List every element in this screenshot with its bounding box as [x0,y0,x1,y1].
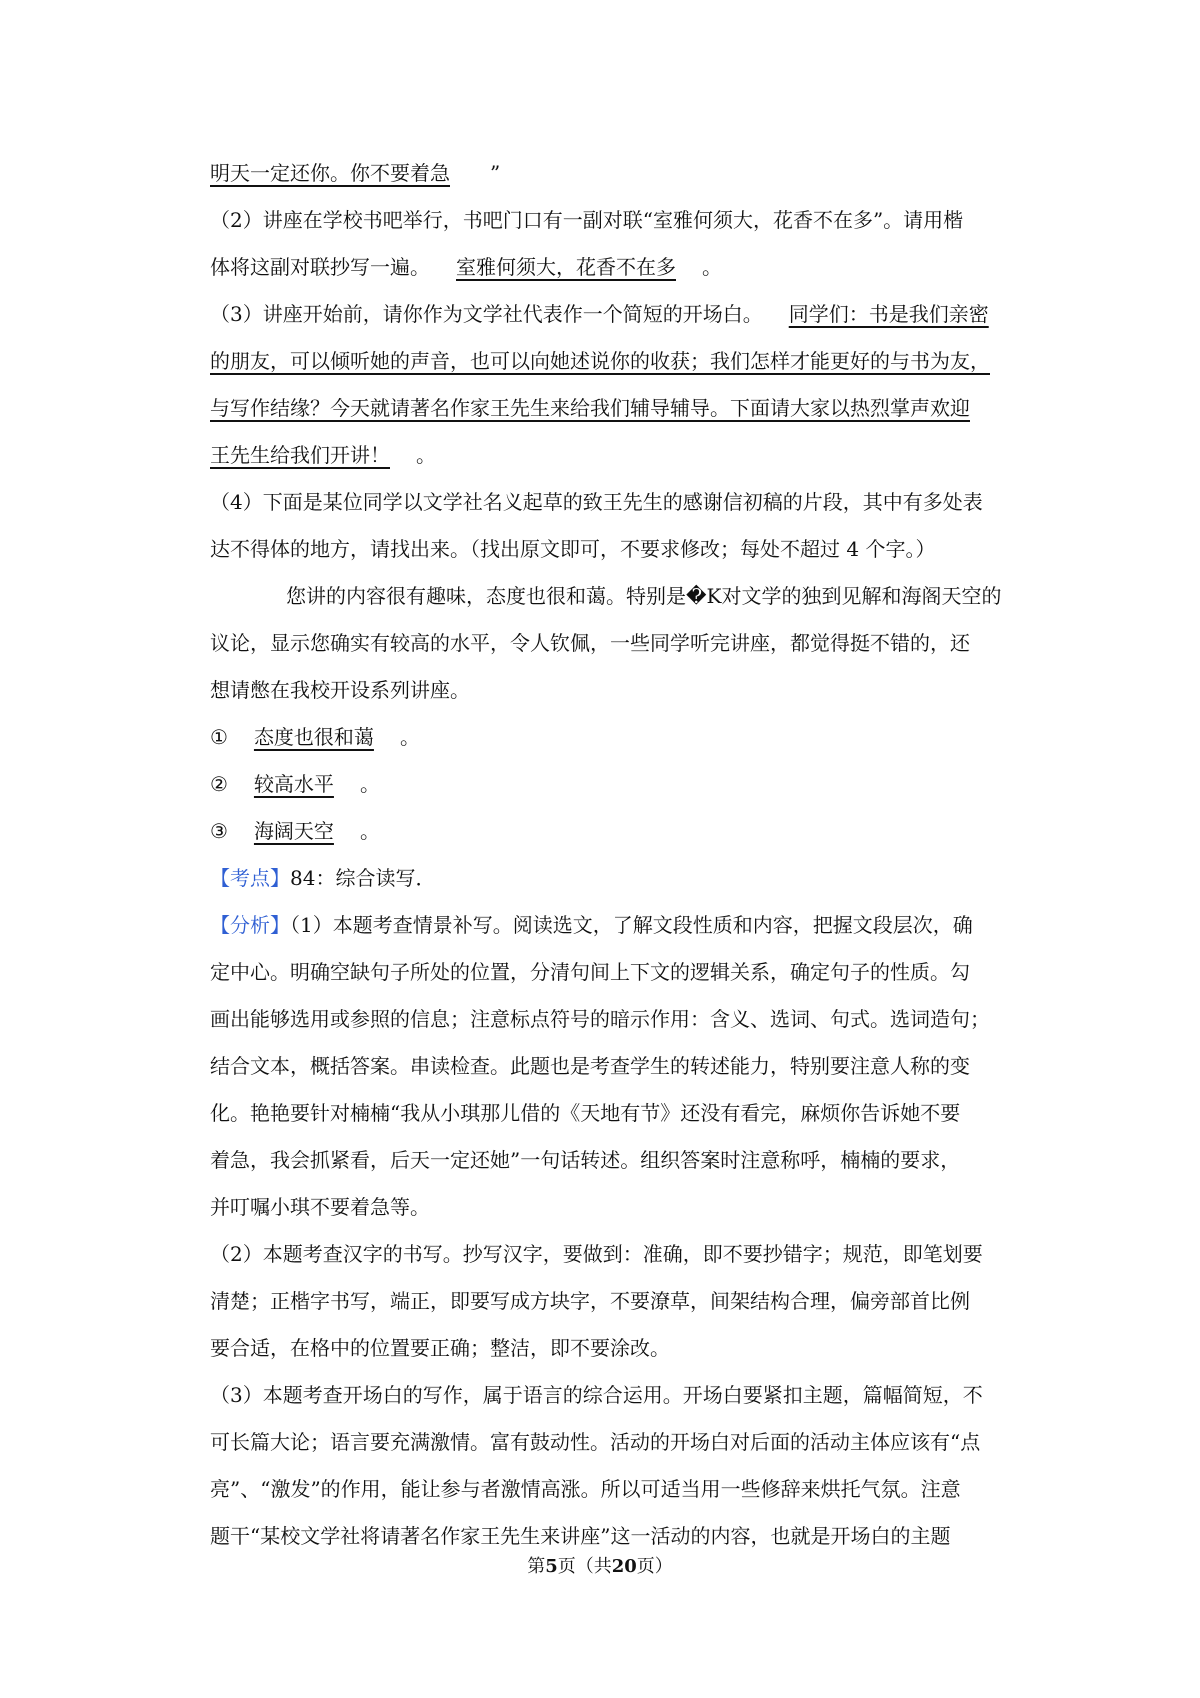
fenxi-line-3: 画出能够选用或参照的信息；注意标点符号的暗示作用：含义、选词、句式。选词造句； [210,1007,990,1031]
analysis-2-line-2: 清楚；正楷字书写，端正，即要写成方块字，不要潦草，间架结构合理，偏旁部首比例 [210,1289,970,1313]
analysis-3-line-4: 题干“某校文学社将请著名作家王先生来讲座”这一活动的内容，也就是开场白的主题 [210,1524,951,1548]
question-4-line-1: （4）下面是某位同学以文学社名义起草的致王先生的感谢信初稿的片段，其中有多处表 [210,490,983,514]
analysis-3-line-3: 亮”、“激发”的作用，能让参与者激情高涨。所以可适当用一些修辞来烘托气氛。注意 [210,1477,961,1501]
fenxi-line-2: 定中心。明确空缺句子所处的位置，分清句间上下文的逻辑关系，确定句子的性质。勾 [210,960,970,984]
q1-answer-tail: 明天一定还你。你不要着急 [210,161,450,185]
answer-item-2: ② 较高水平 。 [210,772,380,796]
question-3-answer-line-4: 王先生给我们开讲！ 。 [210,443,436,467]
kaodian-tag: 【考点】 [210,866,290,890]
fenxi-line-4: 结合文本，概括答案。串读检查。此题也是考查学生的转述能力，特别要注意人称的变 [210,1054,970,1078]
total-pages: 20 [611,1556,637,1577]
answer-line-continued [210,150,1022,197]
answer-item-3: ③ 海阔天空 。 [210,819,380,843]
closing-quote: ” [490,161,501,185]
question-4-line-2: 达不得体的地方，请找出来。（找出原文即可，不要求修改；每处不超过 4 个字。） [210,537,936,561]
fenxi-line-5: 化。艳艳要针对楠楠“我从小琪那儿借的《天地有节》还没有看完，麻烦你告诉她不要 [210,1101,961,1125]
analysis-2-line-3: 要合适，在格中的位置要正确；整洁，即不要涂改。 [210,1336,670,1360]
question-3-answer-line-2: 的朋友，可以倾听她的声音，也可以向她述说你的收获；我们怎样才能更好的与书为友， [210,349,990,373]
page-footer: 第5页（共20页） [527,1556,673,1577]
document-body [210,150,1022,1560]
q2-answer: 室雅何须大，花香不在多 [456,255,676,279]
page-number: 5 [545,1556,558,1577]
analysis-3-line-1: （3）本题考查开场白的写作，属于语言的综合运用。开场白要紧扣主题，篇幅简短，不 [210,1383,983,1407]
answer-item-1: ① 态度也很和蔼 。 [210,725,420,749]
fenxi-line-6: 着急，我会抓紧看，后天一定还她”一句话转述。组织答案时注意称呼，楠楠的要求， [210,1148,961,1172]
letter-excerpt-line-1: 您讲的内容很有趣味，态度也很和蔼。特别是�K对文学的独到见解和海阁天空的 [286,584,1002,608]
letter-excerpt-line-2: 议论，显示您确实有较高的水平，令人钦佩，一些同学听完讲座，都觉得挺不错的，还 [210,631,970,655]
letter-excerpt-line-3: 想请憋在我校开设系列讲座。 [210,678,470,702]
question-2-line-1: （2）讲座在学校书吧举行，书吧门口有一副对联“室雅何须大，花香不在多”。请用楷 [210,208,964,232]
analysis-2-line-1: （2）本题考查汉字的书写。抄写汉字，要做到：准确，即不要抄错字；规范，即笔划要 [210,1242,983,1266]
fenxi-line-1: 【分析】（1）本题考查情景补写。阅读选文，了解文段性质和内容，把握文段层次，确 [210,913,973,937]
question-2-line-2: 体将这副对联抄写一遍。 室雅何须大，花香不在多 。 [210,255,722,279]
fenxi-line-7: 并叮嘱小琪不要着急等。 [210,1195,430,1219]
kaodian-line: 【考点】84：综合读写． [210,866,436,890]
fenxi-tag: 【分析】 [210,913,290,937]
question-3-line-1: （3）讲座开始前，请你作为文学社代表作一个简短的开场白。 同学们：书是我们亲密 [210,302,989,326]
analysis-3-line-2: 可长篇大论；语言要充满激情。富有鼓动性。活动的开场白对后面的活动主体应该有“点 [210,1430,981,1454]
question-3-answer-line-3: 与写作结缘？今天就请著名作家王先生来给我们辅导辅导。下面请大家以热烈掌声欢迎 [210,396,970,420]
q3-answer-start: 同学们：书是我们亲密 [788,302,989,326]
